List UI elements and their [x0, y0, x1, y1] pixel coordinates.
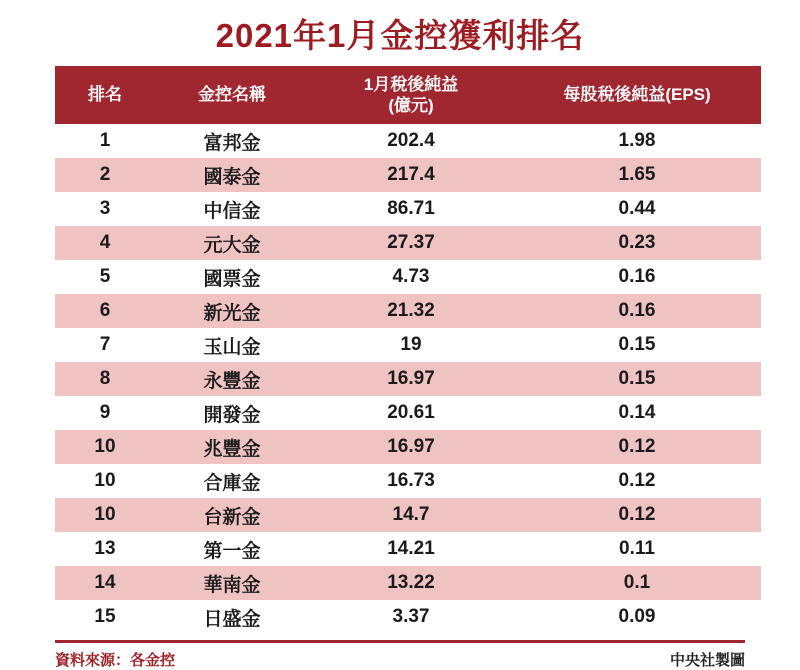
cell-rank: 9: [55, 396, 155, 430]
cell-profit: 86.71: [309, 192, 513, 226]
cell-eps: 0.1: [513, 566, 761, 600]
table-body: [55, 124, 761, 634]
cell-profit: 14.21: [309, 532, 513, 566]
table-row: [55, 566, 761, 600]
cell-profit: 16.97: [309, 362, 513, 396]
table-row: [55, 532, 761, 566]
cell-profit: 27.37: [309, 226, 513, 260]
table-row: [55, 158, 761, 192]
data-source-label: 資料來源：各金控: [55, 652, 176, 670]
ranking-table-container: [55, 66, 745, 635]
ranking-table: [55, 66, 761, 635]
table-row: [55, 328, 761, 362]
cell-profit: 14.7: [309, 498, 513, 532]
cell-rank: 7: [55, 328, 155, 362]
column-header-company: 金控名稱: [155, 66, 309, 125]
cell-company: 台新金: [155, 498, 309, 532]
cell-profit: 20.61: [309, 396, 513, 430]
cell-eps: 0.15: [513, 362, 761, 396]
cell-company: 中信金: [155, 192, 309, 226]
cell-rank: 10: [55, 498, 155, 532]
credit-label: 中央社製圖: [669, 652, 745, 670]
cell-rank: 15: [55, 600, 155, 634]
footer: [55, 640, 745, 670]
table-row: [55, 294, 761, 328]
column-header-profit-line2: (億元): [388, 95, 434, 115]
cell-eps: 0.09: [513, 600, 761, 634]
table-header: [55, 66, 761, 125]
table-header-row: [55, 66, 761, 125]
column-header-profit: [309, 66, 513, 125]
cell-profit: 13.22: [309, 566, 513, 600]
cell-rank: 10: [55, 430, 155, 464]
cell-profit: 202.4: [309, 124, 513, 158]
cell-profit: 16.73: [309, 464, 513, 498]
table-row: [55, 124, 761, 158]
cell-company: 元大金: [155, 226, 309, 260]
cell-company: 國泰金: [155, 158, 309, 192]
cell-rank: 10: [55, 464, 155, 498]
cell-eps: 0.12: [513, 464, 761, 498]
column-header-rank: 排名: [55, 66, 155, 125]
cell-company: 永豐金: [155, 362, 309, 396]
cell-eps: 1.98: [513, 124, 761, 158]
cell-company: 日盛金: [155, 600, 309, 634]
cell-eps: 0.15: [513, 328, 761, 362]
table-row: [55, 362, 761, 396]
cell-company: 兆豐金: [155, 430, 309, 464]
cell-rank: 8: [55, 362, 155, 396]
table-row: [55, 498, 761, 532]
cell-company: 國票金: [155, 260, 309, 294]
table-row: [55, 192, 761, 226]
cell-rank: 14: [55, 566, 155, 600]
cell-rank: 1: [55, 124, 155, 158]
cell-eps: 0.11: [513, 532, 761, 566]
cell-rank: 3: [55, 192, 155, 226]
column-header-eps: 每股稅後純益(EPS): [513, 66, 761, 125]
cell-profit: 4.73: [309, 260, 513, 294]
cell-company: 第一金: [155, 532, 309, 566]
cell-rank: 13: [55, 532, 155, 566]
cell-eps: 0.12: [513, 430, 761, 464]
cell-profit: 217.4: [309, 158, 513, 192]
table-row: [55, 464, 761, 498]
cell-rank: 6: [55, 294, 155, 328]
table-row: [55, 396, 761, 430]
cell-eps: 0.14: [513, 396, 761, 430]
cell-company: 富邦金: [155, 124, 309, 158]
cell-company: 合庫金: [155, 464, 309, 498]
cell-rank: 5: [55, 260, 155, 294]
table-row: [55, 600, 761, 634]
cell-profit: 19: [309, 328, 513, 362]
cell-company: 開發金: [155, 396, 309, 430]
table-row: [55, 226, 761, 260]
table-row: [55, 260, 761, 294]
cell-profit: 3.37: [309, 600, 513, 634]
cell-rank: 2: [55, 158, 155, 192]
cell-company: 新光金: [155, 294, 309, 328]
cell-eps: 0.12: [513, 498, 761, 532]
column-header-profit-line1: 1月稅後純益: [363, 74, 459, 94]
cell-profit: 21.32: [309, 294, 513, 328]
cell-eps: 0.16: [513, 260, 761, 294]
cell-eps: 1.65: [513, 158, 761, 192]
cell-profit: 16.97: [309, 430, 513, 464]
table-row: [55, 430, 761, 464]
cell-eps: 0.16: [513, 294, 761, 328]
cell-company: 華南金: [155, 566, 309, 600]
cell-eps: 0.23: [513, 226, 761, 260]
page-title: 2021年1月金控獲利排名: [215, 17, 585, 54]
cell-rank: 4: [55, 226, 155, 260]
cell-company: 玉山金: [155, 328, 309, 362]
cell-eps: 0.44: [513, 192, 761, 226]
